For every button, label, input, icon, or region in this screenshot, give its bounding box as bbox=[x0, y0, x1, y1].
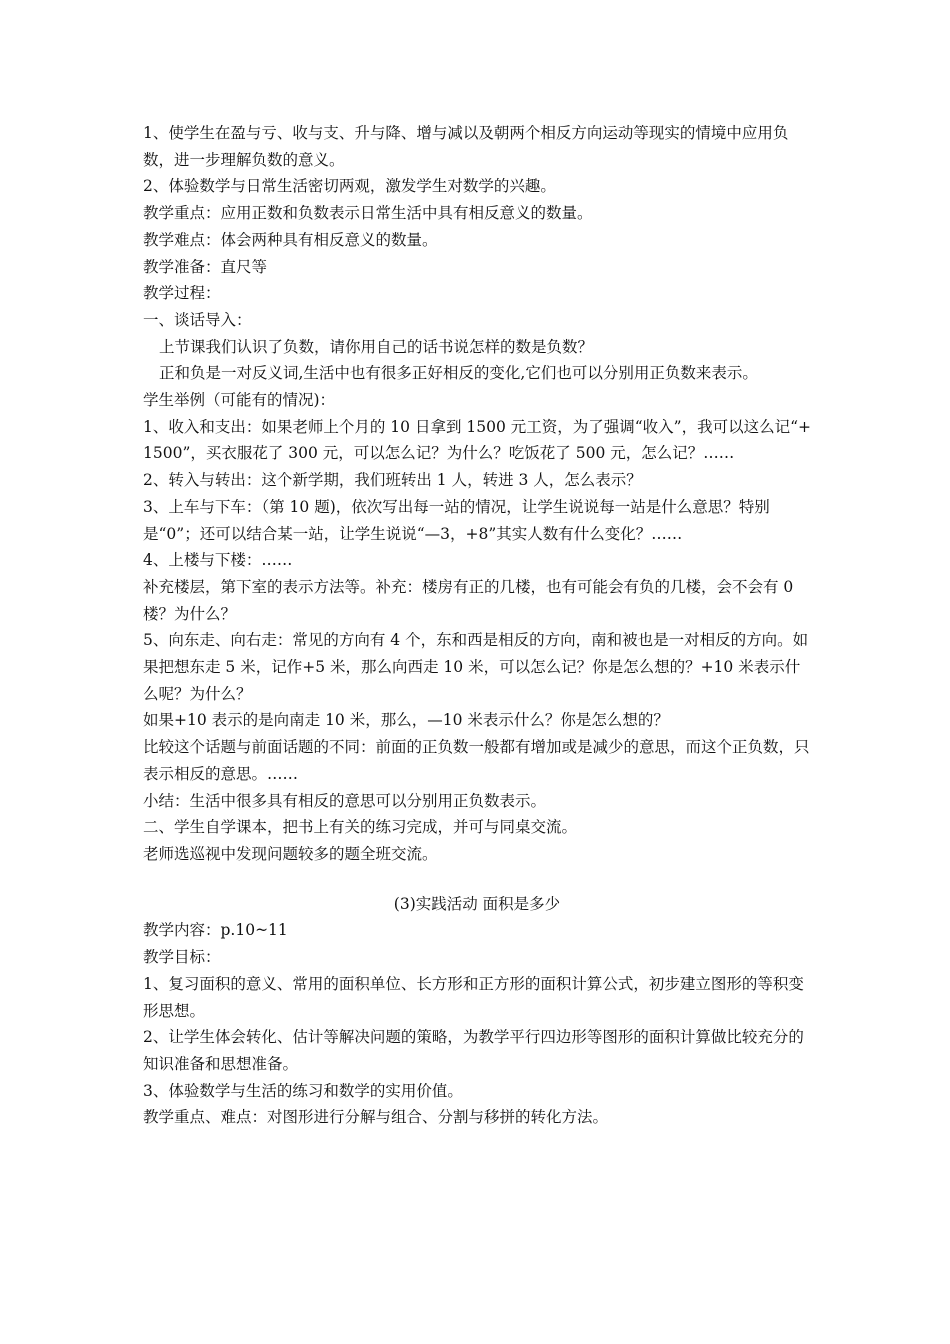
process-heading: 教学过程： bbox=[143, 284, 221, 303]
goal-2: 2、体验数学与日常生活密切两观，激发学生对数学的兴趣。 bbox=[143, 177, 556, 196]
example-4: 4、上楼与下楼：…… bbox=[143, 551, 293, 570]
section2-key-points: 教学重点、难点：对图形进行分解与组合、分割与移拼的转化方法。 bbox=[143, 1108, 609, 1127]
document-body bbox=[143, 120, 811, 1131]
example-5: 5、向东走、向右走：常见的方向有 4 个，东和西是相反的方向，南和被也是一对相反的方向。如果把想东走 5 米，记作+5 米，那么向西走 10 米，可以怎么记？你是怎么想的？+10 米表示什么呢？为什么？ bbox=[143, 631, 809, 703]
section-gap bbox=[143, 868, 811, 891]
summary: 小结：生活中很多具有相反的意思可以分别用正负数表示。 bbox=[143, 791, 547, 810]
difficulty: 教学难点：体会两种具有相反意义的数量。 bbox=[143, 230, 438, 249]
teaching-content: 教学内容：p.10~11 bbox=[143, 921, 288, 940]
section2-title: (3)实践活动 面积是多少 bbox=[393, 894, 561, 913]
teacher-note: 老师选巡视中发现问题较多的题全班交流。 bbox=[143, 844, 438, 863]
section2-goal-1: 1、复习面积的意义、常用的面积单位、长方形和正方形的面积计算公式，初步建立图形的等积变形思想。 bbox=[143, 974, 804, 1020]
part2-heading: 二、学生自学课本，把书上有关的练习完成，并可与同桌交流。 bbox=[143, 818, 578, 837]
example-2: 2、转入与转出：这个新学期，我们班转出 1 人，转进 3 人，怎么表示？ bbox=[143, 471, 642, 490]
section2-goal-3: 3、体验数学与生活的练习和数学的实用价值。 bbox=[143, 1081, 463, 1100]
goals-heading: 教学目标： bbox=[143, 948, 221, 967]
intro-description: 正和负是一对反义词,生活中也有很多正好相反的变化,它们也可以分别用正负数来表示。 bbox=[159, 364, 758, 383]
section2-goal-2: 2、让学生体会转化、估计等解决问题的策略，为教学平行四边形等图形的面积计算做比较充分的知识准备和思想准备。 bbox=[143, 1028, 804, 1073]
goal-1: 1、使学生在盈与亏、收与支、升与降、增与减以及朝两个相反方向运动等现实的情境中应用负数，进一步理解负数的意义。 bbox=[143, 124, 789, 169]
part1-heading: 一、谈话导入： bbox=[143, 310, 252, 329]
comparison: 比较这个话题与前面话题的不同：前面的正负数一般都有增加或是减少的意思，而这个正负数，只表示相反的意思。…… bbox=[143, 738, 810, 783]
examples-heading: 学生举例（可能有的情况)： bbox=[143, 391, 336, 410]
preparation: 教学准备：直尺等 bbox=[143, 257, 268, 276]
key-point: 教学重点：应用正数和负数表示日常生活中具有相反意义的数量。 bbox=[143, 204, 593, 223]
example-1: 1、收入和支出：如果老师上个月的 10 日拿到 1500 元工资，为了强调“收入”，我可以这么记“+1500”，买衣服花了 300 元，可以怎么记？为什么？吃饭花了 500 元，怎么记？…… bbox=[143, 417, 812, 463]
supplement: 补充楼层，第下室的表示方法等。补充：楼房有正的几楼，也有可能会有负的几楼，会不会有 0 楼？为什么？ bbox=[143, 577, 794, 623]
example-5-followup: 如果+10 表示的是向南走 10 米，那么，—10 米表示什么？你是怎么想的？ bbox=[143, 711, 669, 730]
intro-question: 上节课我们认识了负数，请你用自己的话书说怎样的数是负数？ bbox=[159, 337, 594, 356]
example-3: 3、上车与下车：（第 10 题)，依次写出每一站的情况，让学生说说每一站是什么意思？特别是“0”；还可以结合某一站，让学生说说“—3，+8”其实人数有什么变化？…… bbox=[143, 497, 770, 543]
